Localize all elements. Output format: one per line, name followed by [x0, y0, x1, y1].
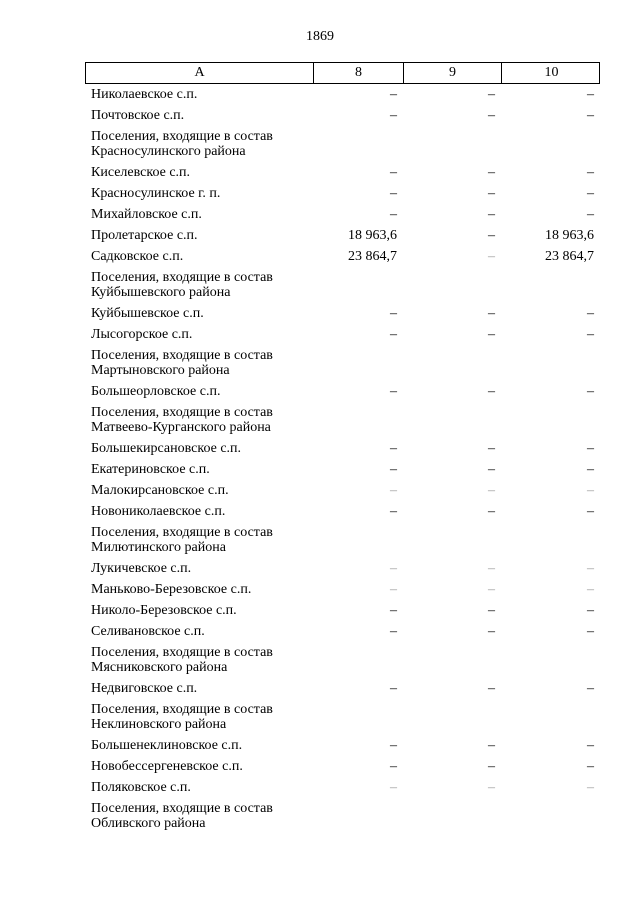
value-col-9: – [488, 207, 495, 222]
value-col-8: – [390, 561, 397, 576]
group-heading-row [85, 402, 600, 438]
settlement-name: Лысогорское с.п. [91, 327, 193, 342]
settlement-name: Поселения, входящие в состав Куйбышевского района [91, 270, 273, 300]
value-col-10: 18 963,6 [545, 228, 594, 243]
value-col-10: – [587, 186, 594, 201]
group-heading-row [85, 522, 600, 558]
settlement-name: Поселения, входящие в состав Обливского района [91, 801, 273, 831]
table-row [85, 246, 600, 267]
value-col-9: – [488, 228, 495, 243]
value-col-8: 23 864,7 [348, 249, 397, 264]
value-col-10: 23 864,7 [545, 249, 594, 264]
page-number: 1869 [306, 29, 334, 44]
table-row [85, 204, 600, 225]
value-col-8: – [390, 504, 397, 519]
table-row [85, 621, 600, 642]
settlement-name: Киселевское с.п. [91, 165, 191, 180]
settlement-name: Поселения, входящие в состав Неклиновского района [91, 702, 273, 732]
settlement-name: Поселения, входящие в состав Мясниковского района [91, 645, 273, 675]
value-col-10: – [587, 165, 594, 180]
settlement-name: Большеорловское с.п. [91, 384, 221, 399]
settlement-name: Николо-Березовское с.п. [91, 603, 237, 618]
group-heading-row [85, 642, 600, 678]
table-row [85, 480, 600, 501]
value-col-8: – [390, 582, 397, 597]
table-row [85, 558, 600, 579]
settlement-name: Селивановское с.п. [91, 624, 205, 639]
settlement-name: Поселения, входящие в состав Мартыновского района [91, 348, 273, 378]
value-col-8: – [390, 462, 397, 477]
settlement-name: Куйбышевское с.п. [91, 306, 204, 321]
value-col-10: – [587, 207, 594, 222]
value-col-8: – [390, 780, 397, 795]
value-col-9: – [488, 561, 495, 576]
table-row [85, 84, 600, 105]
table-row [85, 501, 600, 522]
value-col-10: – [587, 624, 594, 639]
settlement-name: Большекирсановское с.п. [91, 441, 242, 456]
table-body [85, 84, 600, 834]
settlement-name: Садковское с.п. [91, 249, 184, 264]
table-row [85, 105, 600, 126]
value-col-8: – [390, 483, 397, 498]
settlement-name: Поселения, входящие в состав Милютинского района [91, 525, 273, 555]
settlement-name: Пролетарское с.п. [91, 228, 198, 243]
group-heading-row [85, 345, 600, 381]
settlement-name: Новониколаевское с.п. [91, 504, 226, 519]
value-col-9: – [488, 87, 495, 102]
value-col-9: – [488, 738, 495, 753]
table-row [85, 438, 600, 459]
value-col-10: – [587, 306, 594, 321]
table-row [85, 600, 600, 621]
group-heading-row [85, 267, 600, 303]
table-row [85, 459, 600, 480]
value-col-10: – [587, 441, 594, 456]
value-col-10: – [587, 738, 594, 753]
header-col-10: 10 [544, 65, 559, 80]
table-row [85, 756, 600, 777]
table-header-row [85, 62, 600, 84]
settlement-name: Новобессергеневское с.п. [91, 759, 243, 774]
settlement-name: Николаевское с.п. [91, 87, 198, 102]
value-col-10: – [587, 327, 594, 342]
value-col-10: – [587, 780, 594, 795]
table-row [85, 678, 600, 699]
value-col-9: – [488, 462, 495, 477]
table-row [85, 735, 600, 756]
settlement-name: Екатериновское с.п. [91, 462, 210, 477]
table-row [85, 381, 600, 402]
value-col-8: – [390, 603, 397, 618]
header-col-8: 8 [314, 63, 404, 83]
budget-table [85, 62, 600, 834]
group-heading-row [85, 126, 600, 162]
value-col-9: – [488, 483, 495, 498]
value-col-10: – [587, 603, 594, 618]
value-col-10: – [587, 582, 594, 597]
table-row [85, 183, 600, 204]
value-col-10: – [587, 87, 594, 102]
value-col-8: – [390, 108, 397, 123]
value-col-9: – [488, 384, 495, 399]
header-col-9: 9 [404, 63, 502, 83]
table-row [85, 303, 600, 324]
value-col-9: – [488, 681, 495, 696]
value-col-9: – [488, 624, 495, 639]
value-col-10: – [587, 108, 594, 123]
value-col-9: – [488, 441, 495, 456]
value-col-8: – [390, 165, 397, 180]
value-col-9: – [488, 582, 495, 597]
value-col-9: – [488, 327, 495, 342]
value-col-10: – [587, 759, 594, 774]
group-heading-row [85, 798, 600, 834]
settlement-name: Недвиговское с.п. [91, 681, 198, 696]
value-col-9: – [488, 780, 495, 795]
settlement-name: Михайловское с.п. [91, 207, 202, 222]
value-col-8: – [390, 207, 397, 222]
value-col-9: – [488, 108, 495, 123]
table-row [85, 162, 600, 183]
value-col-8: – [390, 186, 397, 201]
settlement-name: Поляковское с.п. [91, 780, 191, 795]
value-col-9: – [488, 504, 495, 519]
value-col-8: – [390, 624, 397, 639]
value-col-8: 18 963,6 [348, 228, 397, 243]
value-col-8: – [390, 306, 397, 321]
value-col-10: – [587, 561, 594, 576]
table-row [85, 225, 600, 246]
settlement-name: Почтовское с.п. [91, 108, 185, 123]
value-col-9: – [488, 165, 495, 180]
value-col-9: – [488, 306, 495, 321]
value-col-10: – [587, 681, 594, 696]
table-row [85, 579, 600, 600]
value-col-10: – [587, 483, 594, 498]
value-col-9: – [488, 603, 495, 618]
value-col-9: – [488, 249, 495, 264]
value-col-8: – [390, 327, 397, 342]
value-col-8: – [390, 681, 397, 696]
settlement-name: Маньково-Березовское с.п. [91, 582, 252, 597]
settlement-name: Малокирсановское с.п. [91, 483, 229, 498]
value-col-8: – [390, 441, 397, 456]
settlement-name: Поселения, входящие в состав Матвеево-Курганского района [91, 405, 273, 435]
value-col-10: – [587, 384, 594, 399]
value-col-10: – [587, 462, 594, 477]
table-row [85, 777, 600, 798]
group-heading-row [85, 699, 600, 735]
value-col-8: – [390, 759, 397, 774]
value-col-8: – [390, 384, 397, 399]
settlement-name: Большенеклиновское с.п. [91, 738, 243, 753]
value-col-9: – [488, 186, 495, 201]
settlement-name: Поселения, входящие в состав Красносулинского района [91, 129, 273, 159]
value-col-9: – [488, 759, 495, 774]
table-row [85, 324, 600, 345]
settlement-name: Красносулинское г. п. [91, 186, 221, 201]
header-col-a: А [86, 63, 314, 83]
value-col-10: – [587, 504, 594, 519]
value-col-8: – [390, 87, 397, 102]
value-col-8: – [390, 738, 397, 753]
settlement-name: Лукичевское с.п. [91, 561, 192, 576]
